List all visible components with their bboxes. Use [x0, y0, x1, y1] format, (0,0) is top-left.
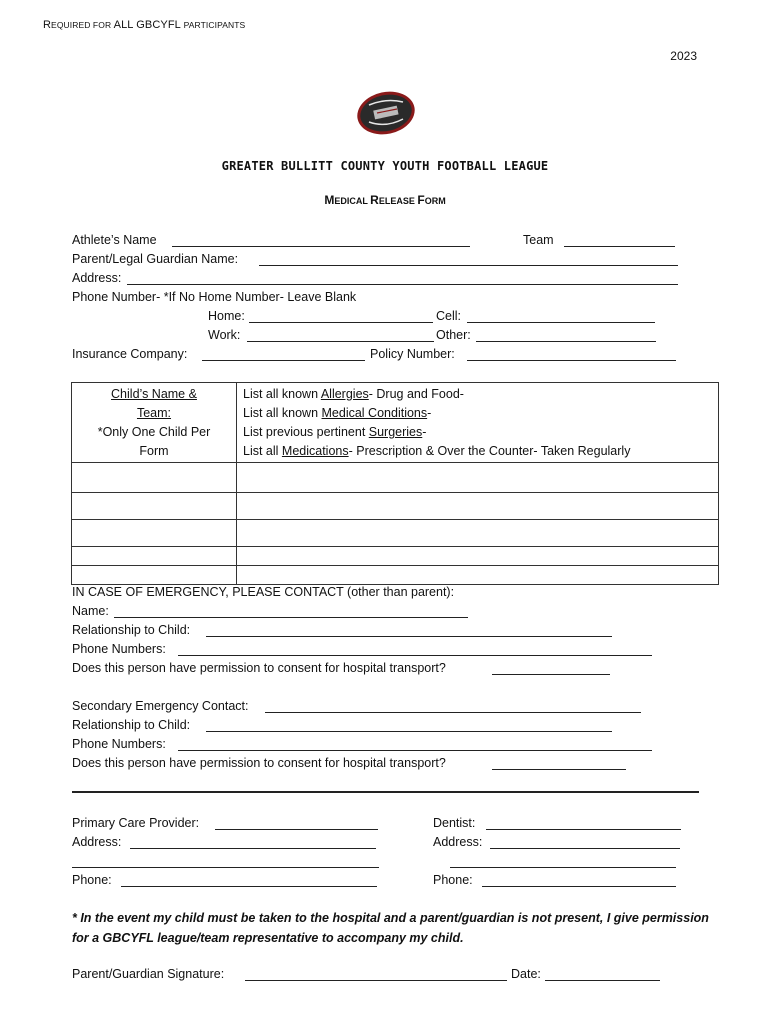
- league-title: GREATER BULLITT COUNTY YOUTH FOOTBALL LEAGUE: [221, 159, 549, 173]
- emergency-phones-label: Phone Numbers:: [72, 642, 166, 656]
- table-row: [72, 566, 719, 585]
- relationship2-field[interactable]: [206, 731, 612, 732]
- emergency-name-field[interactable]: [114, 617, 468, 618]
- relationship-label: Relationship to Child:: [72, 623, 191, 637]
- address-label: Address:: [72, 271, 122, 285]
- other-phone-field[interactable]: [476, 341, 656, 342]
- secondary-contact-label: Secondary Emergency Contact:: [72, 699, 249, 713]
- table-cell[interactable]: [237, 493, 719, 520]
- table-cell[interactable]: [72, 493, 237, 520]
- secondary-contact-field[interactable]: [265, 712, 641, 713]
- consent2-label: Does this person have permission to consent for hospital transport?: [72, 756, 446, 770]
- table-cell[interactable]: [237, 463, 719, 493]
- football-logo: [355, 88, 417, 138]
- other-phone-label: Other:: [436, 328, 471, 342]
- primary-care-label: Primary Care Provider:: [72, 816, 200, 830]
- athlete-name-label: Athlete’s Name: [72, 233, 157, 247]
- home-phone-field[interactable]: [249, 322, 433, 323]
- table-row: [72, 463, 719, 493]
- form-year: 2023: [670, 49, 697, 63]
- primary-care-field[interactable]: [215, 829, 378, 830]
- policy-field[interactable]: [467, 360, 676, 361]
- medical-table: [71, 382, 719, 585]
- dentist-phone-label: Phone:: [433, 873, 473, 887]
- signature-label: Parent/Guardian Signature:: [72, 967, 225, 981]
- guardian-label: Parent/Legal Guardian Name:: [72, 252, 239, 266]
- medical-info-header: List all known Allergies- Drug and Food- List all known Medical Conditions- List previous pertinent Surgeries- List all Medications- Prescription & Over the Counter- Taken Regularly: [237, 383, 719, 463]
- home-phone-label: Home:: [208, 309, 245, 323]
- policy-label: Policy Number:: [370, 347, 455, 361]
- consent-label: Does this person have permission to consent for hospital transport?: [72, 661, 446, 675]
- child-name-header: Child’s Name & Team: *Only One Child Per Form: [72, 383, 237, 463]
- primary-address-line2[interactable]: [72, 867, 379, 868]
- dentist-address-label: Address:: [433, 835, 483, 849]
- primary-address-label: Address:: [72, 835, 122, 849]
- table-cell[interactable]: [237, 566, 719, 585]
- insurance-field[interactable]: [202, 360, 365, 361]
- consent-field[interactable]: [492, 674, 610, 675]
- table-row: [72, 520, 719, 547]
- team-field[interactable]: [564, 246, 675, 247]
- date-field[interactable]: [545, 980, 660, 981]
- table-header-row: [72, 383, 719, 463]
- signature-field[interactable]: [245, 980, 507, 981]
- work-phone-field[interactable]: [247, 341, 434, 342]
- table-cell[interactable]: [72, 547, 237, 566]
- primary-phone-label: Phone:: [72, 873, 112, 887]
- form-title: MEDICAL RELEASE FORM: [324, 193, 446, 207]
- team-label: Team: [523, 233, 554, 247]
- table-cell[interactable]: [72, 566, 237, 585]
- relationship-field[interactable]: [206, 636, 612, 637]
- secondary-phones-field[interactable]: [178, 750, 652, 751]
- table-row: [72, 493, 719, 520]
- table-cell[interactable]: [72, 463, 237, 493]
- table-row: [72, 547, 719, 566]
- insurance-label: Insurance Company:: [72, 347, 188, 361]
- table-cell[interactable]: [72, 520, 237, 547]
- primary-address-field[interactable]: [130, 848, 376, 849]
- table-cell[interactable]: [237, 547, 719, 566]
- guardian-field[interactable]: [259, 265, 678, 266]
- relationship2-label: Relationship to Child:: [72, 718, 191, 732]
- cell-phone-field[interactable]: [467, 322, 655, 323]
- dentist-address-field[interactable]: [490, 848, 680, 849]
- dentist-address-line2[interactable]: [450, 867, 676, 868]
- athlete-name-field[interactable]: [172, 246, 470, 247]
- emergency-heading: IN CASE OF EMERGENCY, PLEASE CONTACT (other than parent):: [72, 585, 455, 599]
- address-field[interactable]: [127, 284, 678, 285]
- emergency-phones-field[interactable]: [178, 655, 652, 656]
- dentist-field[interactable]: [486, 829, 681, 830]
- secondary-phones-label: Phone Numbers:: [72, 737, 166, 751]
- primary-phone-field[interactable]: [121, 886, 377, 887]
- permission-note: * In the event my child must be taken to the hospital and a parent/guardian is not present, I give permission for a GBCYFL league/team representative to accompany my child.: [72, 911, 709, 945]
- section-divider: [72, 791, 699, 793]
- emergency-name-label: Name:: [72, 604, 109, 618]
- table-cell[interactable]: [237, 520, 719, 547]
- dentist-phone-field[interactable]: [482, 886, 676, 887]
- required-notice: REQUIRED FOR ALL GBCYFL PARTICIPANTS: [43, 19, 246, 31]
- dentist-label: Dentist:: [433, 816, 476, 830]
- work-phone-label: Work:: [208, 328, 241, 342]
- phone-label: Phone Number- *If No Home Number- Leave Blank: [72, 290, 357, 304]
- consent2-field[interactable]: [492, 769, 626, 770]
- cell-phone-label: Cell:: [436, 309, 462, 323]
- date-label: Date:: [511, 967, 541, 981]
